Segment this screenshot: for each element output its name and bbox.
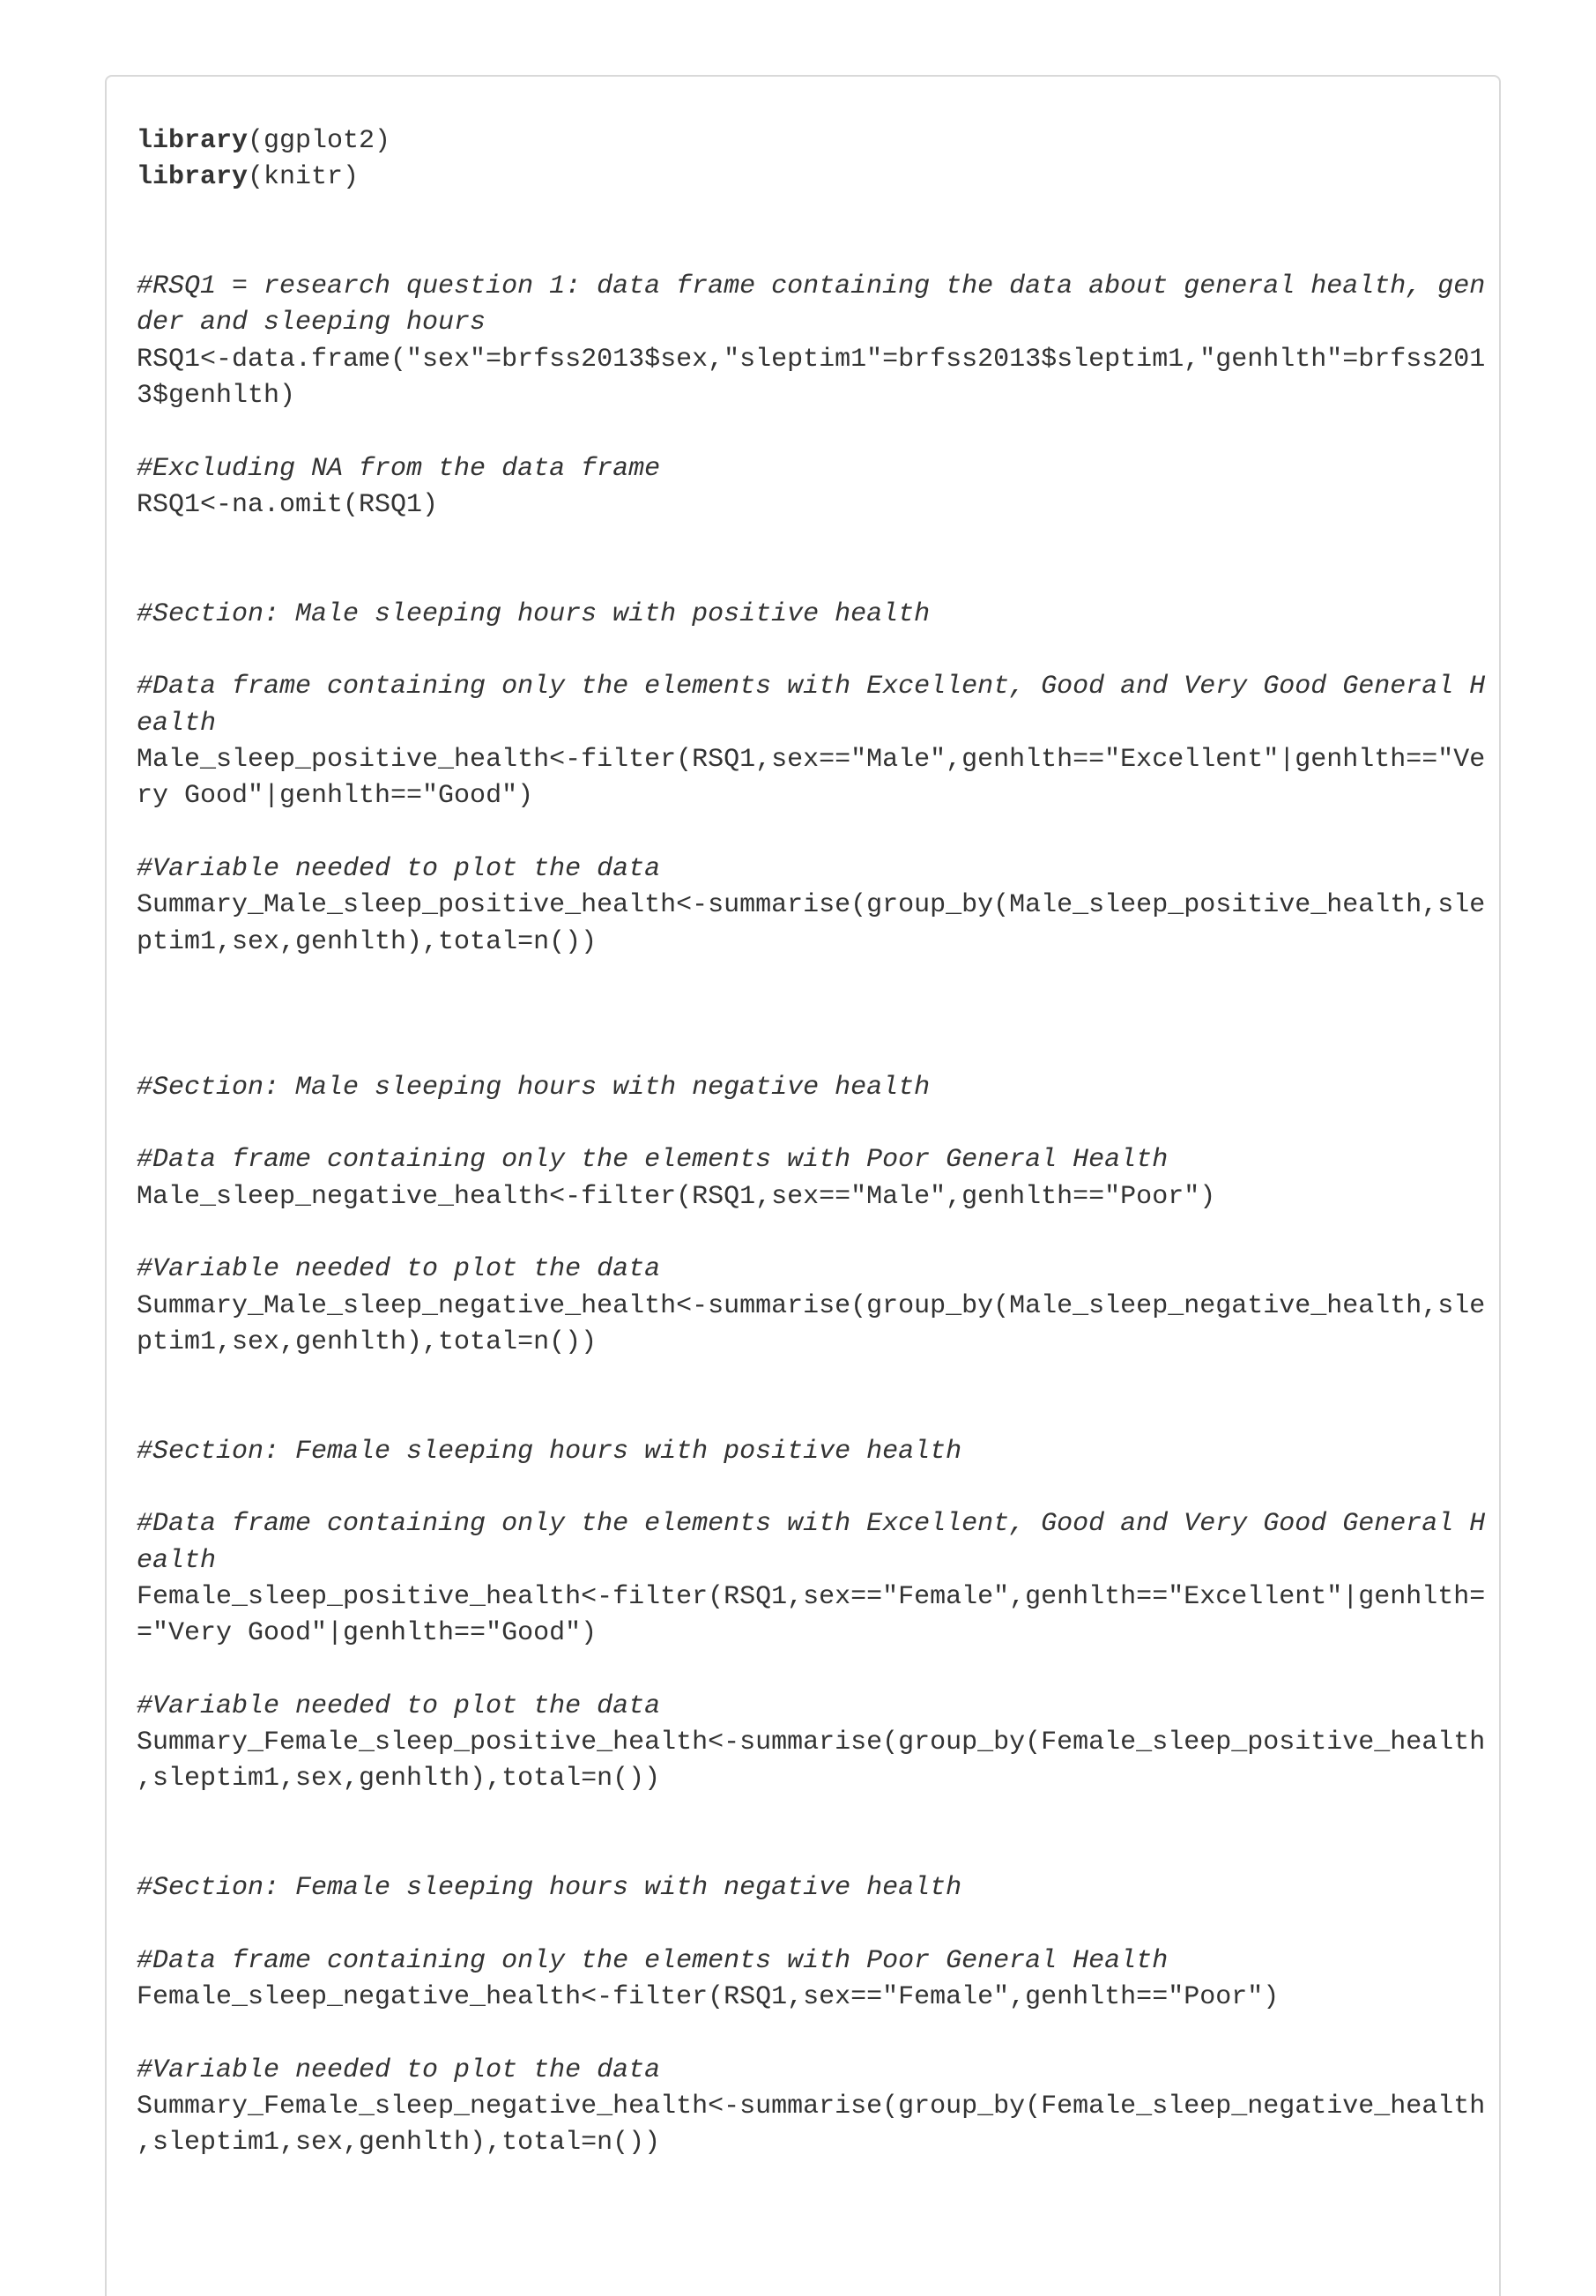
code-text: RSQ1<-data.frame("sex"=brfss2013$sex,"sleptim1"=brfss2013$sleptim1,"genhlth"=brfss201	[137, 344, 1486, 375]
code-comment-line	[137, 269, 1486, 305]
code-comment: #Variable needed to plot the data	[137, 2055, 661, 2085]
code-comment-line	[137, 2053, 1469, 2089]
blank-line	[137, 561, 1469, 597]
code-text: RSQ1<-na.omit(RSQ1)	[137, 489, 439, 520]
blank-line	[137, 633, 1469, 669]
code-comment: #Section: Female sleeping hours with negative health	[137, 1873, 962, 1904]
code-comment-line	[137, 851, 1469, 888]
code-comment: #Variable needed to plot the data	[137, 1690, 661, 1721]
code-line	[137, 1725, 1486, 1761]
code-text: Male_sleep_positive_health<-filter(RSQ1,sex=="Male",genhlth=="Excellent"|genhlth=="Ve	[137, 745, 1486, 776]
code-comment-line	[137, 451, 1469, 487]
blank-line	[137, 1106, 1469, 1142]
code-comment: #Data frame containing only the elements with Excellent, Good and Very Good General H	[137, 672, 1486, 702]
blank-line	[137, 1215, 1469, 1252]
code-line	[137, 1579, 1486, 1616]
blank-line	[137, 1907, 1469, 1943]
code-text: ptim1,sex,genhlth),total=n())	[137, 1326, 598, 1357]
code-text: Female_sleep_positive_health<-filter(RSQ1,sex=="Female",genhlth=="Excellent"|genhlth=	[137, 1581, 1486, 1612]
code-keyword: library	[137, 162, 249, 193]
code-line	[137, 378, 1469, 414]
blank-line	[137, 414, 1469, 450]
code-comment: #Variable needed to plot the data	[137, 1254, 661, 1285]
code-comment-line	[137, 1506, 1486, 1542]
code-block	[105, 75, 1501, 2296]
code-comment-line	[137, 1070, 1469, 1106]
code-line	[137, 1980, 1469, 2016]
code-text: (ggplot2)	[248, 126, 391, 156]
code-line	[137, 742, 1486, 778]
code-line	[137, 2089, 1486, 2125]
code-line	[137, 778, 1469, 814]
blank-line	[137, 815, 1469, 851]
blank-line	[137, 1470, 1469, 1506]
code-text: Summary_Male_sleep_positive_health<-summarise(group_by(Male_sleep_positive_health,sle	[137, 890, 1486, 921]
blank-line	[137, 1397, 1469, 1433]
code-comment: #Variable needed to plot the data	[137, 853, 661, 884]
code-text: (knitr)	[248, 162, 360, 193]
code-line	[137, 1179, 1469, 1215]
code-line	[137, 123, 1469, 160]
code-line	[137, 925, 1469, 961]
code-text: ="Very Good"|genhlth=="Good")	[137, 1618, 598, 1649]
code-text: ptim1,sex,genhlth),total=n())	[137, 926, 598, 957]
code-comment: #Data frame containing only the elements with Excellent, Good and Very Good General H	[137, 1509, 1486, 1540]
blank-line	[137, 1652, 1469, 1688]
code-lines	[137, 77, 1486, 2162]
blank-line	[137, 197, 1469, 233]
code-comment: der and sleeping hours	[137, 308, 486, 338]
blank-line	[137, 524, 1469, 560]
code-text: Summary_Female_sleep_positive_health<-summarise(group_by(Female_sleep_positive_health	[137, 1728, 1486, 1758]
blank-line	[137, 2016, 1469, 2052]
code-text: 3$genhlth)	[137, 381, 296, 412]
blank-line	[137, 997, 1469, 1033]
code-text: Summary_Male_sleep_negative_health<-summarise(group_by(Male_sleep_negative_health,sle	[137, 1290, 1486, 1321]
blank-line	[137, 1798, 1469, 1834]
blank-line	[137, 1033, 1469, 1069]
code-comment-line	[137, 597, 1469, 633]
code-comment-line	[137, 1434, 1469, 1470]
code-line	[137, 160, 1469, 196]
code-comment: #Section: Male sleeping hours with positive health	[137, 598, 931, 629]
blank-line	[137, 1361, 1469, 1397]
code-line	[137, 1761, 1469, 1797]
code-comment-line	[137, 1943, 1469, 1980]
code-text: Summary_Female_sleep_negative_health<-summarise(group_by(Female_sleep_negative_health	[137, 2092, 1486, 2122]
code-comment-line	[137, 1870, 1469, 1906]
blank-line	[137, 961, 1469, 997]
code-keyword: library	[137, 126, 249, 156]
code-comment: ealth	[137, 1545, 217, 1576]
code-comment-line	[137, 669, 1486, 705]
code-line	[137, 1289, 1486, 1325]
code-comment-line	[137, 1142, 1469, 1178]
code-text: Female_sleep_negative_health<-filter(RSQ1,sex=="Female",genhlth=="Poor")	[137, 1982, 1280, 2013]
code-comment-line	[137, 1689, 1469, 1725]
code-comment: ealth	[137, 708, 217, 739]
code-line	[137, 888, 1486, 924]
code-comment-line	[137, 706, 1469, 742]
code-comment-line	[137, 1543, 1469, 1579]
code-text: ry Good"|genhlth=="Good")	[137, 781, 534, 812]
code-comment: #Data frame containing only the elements with Poor General Health	[137, 1145, 1169, 1176]
code-text: ,sleptim1,sex,genhlth),total=n())	[137, 2128, 661, 2159]
blank-line	[137, 1834, 1469, 1870]
code-line	[137, 1325, 1469, 1361]
blank-line	[137, 233, 1469, 269]
code-comment: #Data frame containing only the elements with Poor General Health	[137, 1945, 1169, 1976]
code-comment-line	[137, 1252, 1469, 1288]
code-line	[137, 487, 1469, 524]
code-text: Male_sleep_negative_health<-filter(RSQ1,sex=="Male",genhlth=="Poor")	[137, 1181, 1216, 1212]
code-line	[137, 2125, 1469, 2161]
code-text: ,sleptim1,sex,genhlth),total=n())	[137, 1764, 661, 1794]
code-line	[137, 342, 1486, 378]
code-line	[137, 1616, 1469, 1652]
code-comment-line	[137, 305, 1469, 341]
code-comment: #Excluding NA from the data frame	[137, 453, 661, 484]
code-comment: #Section: Male sleeping hours with negative health	[137, 1072, 931, 1103]
code-comment: #RSQ1 = research question 1: data frame containing the data about general health, gen	[137, 271, 1486, 302]
code-comment: #Section: Female sleeping hours with positive health	[137, 1436, 962, 1467]
